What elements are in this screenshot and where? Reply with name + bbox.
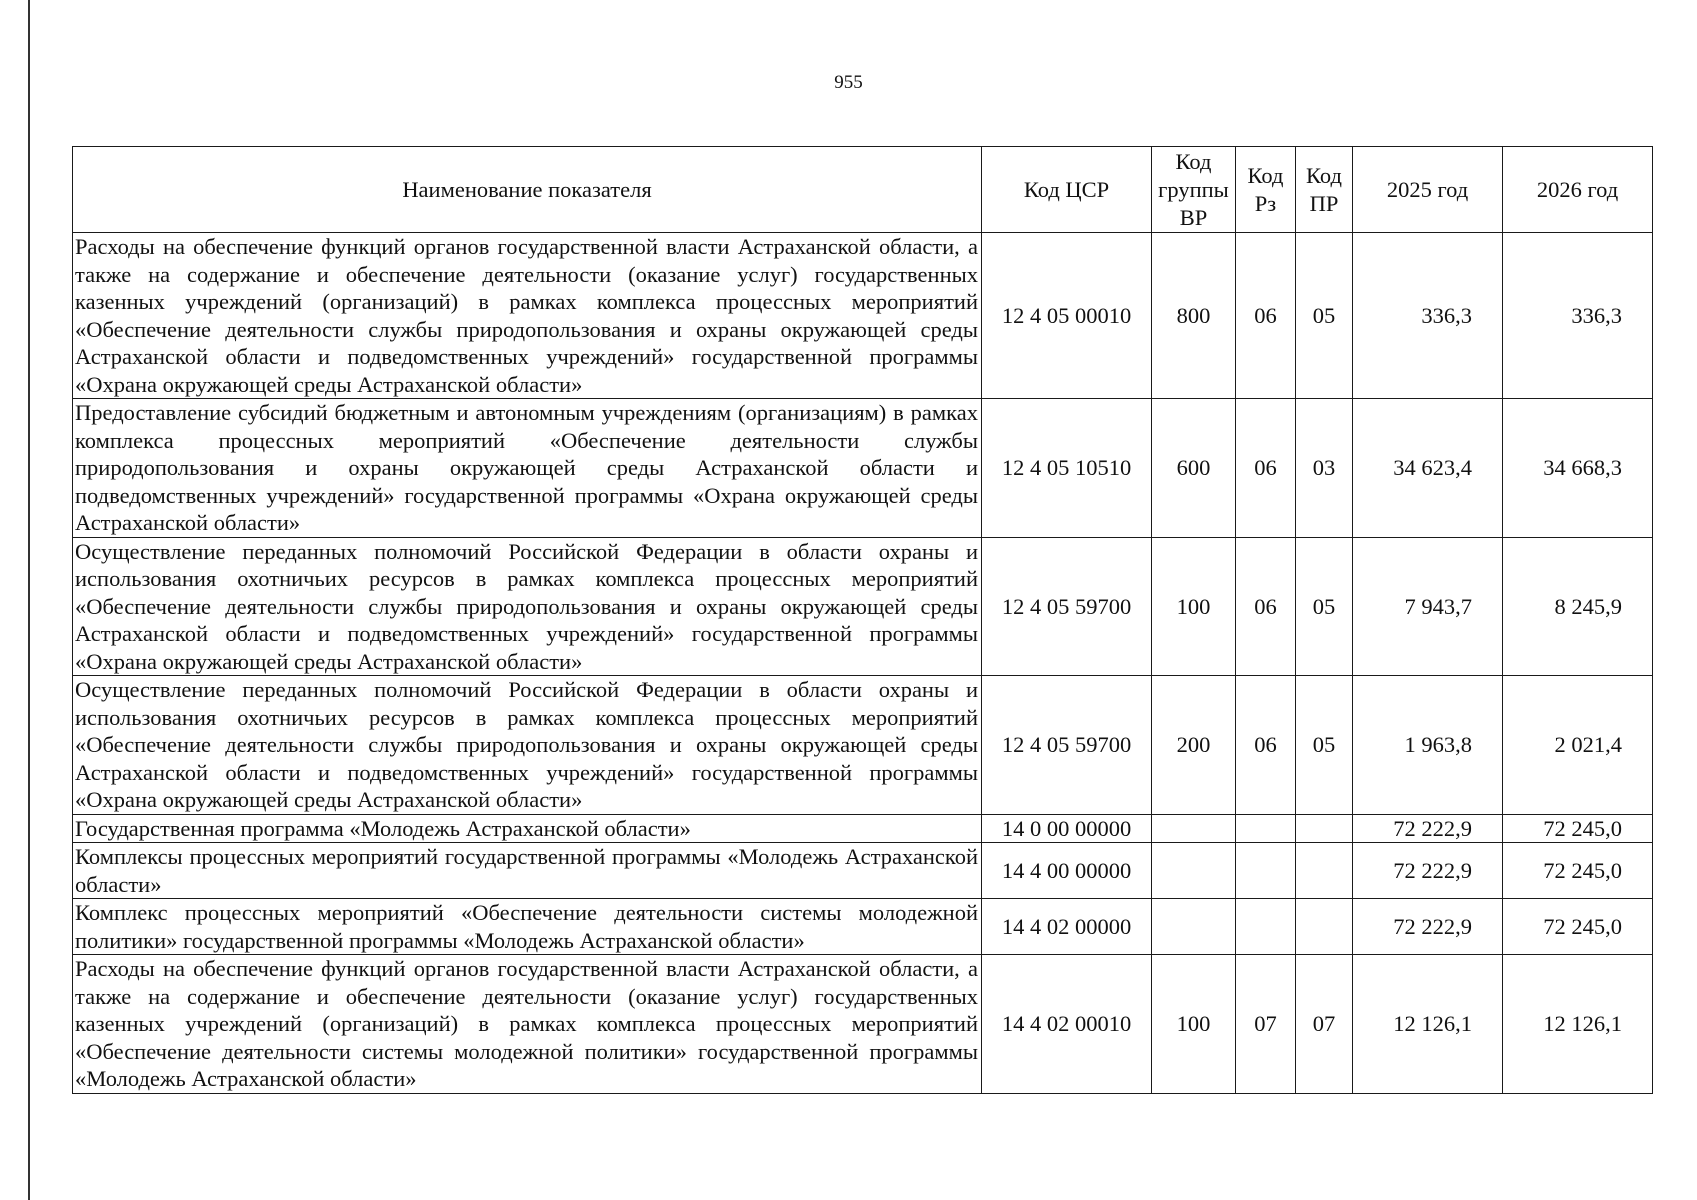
vr-code-cell: 100 — [1152, 537, 1236, 676]
amount-2026-cell: 34 668,3 — [1503, 399, 1653, 538]
amount-2025-cell: 72 222,9 — [1353, 843, 1503, 899]
table-row — [73, 843, 1653, 899]
vr-code-cell — [1152, 814, 1236, 843]
table-body — [73, 233, 1653, 1094]
csr-code-cell: 14 4 02 00000 — [982, 899, 1152, 955]
header-year-2025: 2025 год — [1353, 147, 1503, 233]
row-name-cell: Государственная программа «Молодежь Астраханской области» — [73, 814, 982, 843]
amount-2025-cell: 12 126,1 — [1353, 955, 1503, 1094]
csr-code-cell: 12 4 05 59700 — [982, 537, 1152, 676]
amount-2025-cell: 1 963,8 — [1353, 676, 1503, 815]
row-name-cell: Осуществление переданных полномочий Российской Федерации в области охраны и использования охотничьих ресурсов в рамках комплекса процессных мероприятий «Обеспечение деятельности службы природопользования и охраны окружающей среды Астраханской области и подведомственных учреждений» государственной программы «Охрана окружающей среды Астраханской области» — [73, 537, 982, 676]
page-number: 955 — [834, 72, 863, 93]
amount-2025-cell: 7 943,7 — [1353, 537, 1503, 676]
header-vr-group-code: Код группы ВР — [1152, 147, 1236, 233]
amount-2026-cell: 72 245,0 — [1503, 843, 1653, 899]
vr-code-cell — [1152, 899, 1236, 955]
pr-code-cell: 05 — [1296, 233, 1353, 399]
header-name: Наименование показателя — [73, 147, 982, 233]
rz-code-cell: 06 — [1236, 399, 1296, 538]
vr-code-cell: 800 — [1152, 233, 1236, 399]
pr-code-cell: 03 — [1296, 399, 1353, 538]
table-row — [73, 399, 1653, 538]
csr-code-cell: 14 0 00 00000 — [982, 814, 1152, 843]
pr-code-cell — [1296, 899, 1353, 955]
header-year-2026: 2026 год — [1503, 147, 1653, 233]
vr-code-cell: 200 — [1152, 676, 1236, 815]
rz-code-cell — [1236, 843, 1296, 899]
amount-2025-cell: 72 222,9 — [1353, 814, 1503, 843]
csr-code-cell: 14 4 00 00000 — [982, 843, 1152, 899]
table-row — [73, 814, 1653, 843]
table-row — [73, 955, 1653, 1094]
header-pr-code: Код ПР — [1296, 147, 1353, 233]
row-name-cell: Предоставление субсидий бюджетным и автономным учреждениям (организациям) в рамках комплекса процессных мероприятий «Обеспечение деятельности службы природопользования и охраны окружающей среды Астраханской области и подведомственных учреждений» государственной программы «Охрана окружающей среды Астраханской области» — [73, 399, 982, 538]
amount-2025-cell: 34 623,4 — [1353, 399, 1503, 538]
pr-code-cell: 05 — [1296, 676, 1353, 815]
binding-margin-line — [28, 0, 30, 1200]
csr-code-cell: 14 4 02 00010 — [982, 955, 1152, 1094]
table-header-row — [73, 147, 1653, 233]
csr-code-cell: 12 4 05 00010 — [982, 233, 1152, 399]
amount-2025-cell: 336,3 — [1353, 233, 1503, 399]
rz-code-cell: 06 — [1236, 537, 1296, 676]
header-rz-code: Код Рз — [1236, 147, 1296, 233]
row-name-cell: Комплекс процессных мероприятий «Обеспечение деятельности системы молодежной политики» государственной программы «Молодежь Астраханской области» — [73, 899, 982, 955]
amount-2026-cell: 336,3 — [1503, 233, 1653, 399]
amount-2026-cell: 72 245,0 — [1503, 899, 1653, 955]
table-row — [73, 676, 1653, 815]
table-row — [73, 537, 1653, 676]
rz-code-cell: 07 — [1236, 955, 1296, 1094]
row-name-cell: Расходы на обеспечение функций органов государственной власти Астраханской области, а также на содержание и обеспечение деятельности (оказание услуг) государственных казенных учреждений (организаций) в рамках комплекса процессных мероприятий «Обеспечение деятельности системы молодежной политики» государственной программы «Молодежь Астраханской области» — [73, 955, 982, 1094]
pr-code-cell — [1296, 843, 1353, 899]
amount-2025-cell: 72 222,9 — [1353, 899, 1503, 955]
vr-code-cell — [1152, 843, 1236, 899]
rz-code-cell: 06 — [1236, 676, 1296, 815]
vr-code-cell: 100 — [1152, 955, 1236, 1094]
header-csr-code: Код ЦСР — [982, 147, 1152, 233]
amount-2026-cell: 2 021,4 — [1503, 676, 1653, 815]
amount-2026-cell: 8 245,9 — [1503, 537, 1653, 676]
row-name-cell: Осуществление переданных полномочий Российской Федерации в области охраны и использования охотничьих ресурсов в рамках комплекса процессных мероприятий «Обеспечение деятельности службы природопользования и охраны окружающей среды Астраханской области и подведомственных учреждений» государственной программы «Охрана окружающей среды Астраханской области» — [73, 676, 982, 815]
rz-code-cell — [1236, 899, 1296, 955]
row-name-cell: Расходы на обеспечение функций органов государственной власти Астраханской области, а также на содержание и обеспечение деятельности (оказание услуг) государственных казенных учреждений (организаций) в рамках комплекса процессных мероприятий «Обеспечение деятельности службы природопользования и охраны окружающей среды Астраханской области и подведомственных учреждений» государственной программы «Охрана окружающей среды Астраханской области» — [73, 233, 982, 399]
rz-code-cell: 06 — [1236, 233, 1296, 399]
amount-2026-cell: 12 126,1 — [1503, 955, 1653, 1094]
row-name-cell: Комплексы процессных мероприятий государственной программы «Молодежь Астраханской области» — [73, 843, 982, 899]
budget-expenditure-table — [72, 146, 1653, 1094]
rz-code-cell — [1236, 814, 1296, 843]
pr-code-cell: 07 — [1296, 955, 1353, 1094]
amount-2026-cell: 72 245,0 — [1503, 814, 1653, 843]
vr-code-cell: 600 — [1152, 399, 1236, 538]
pr-code-cell — [1296, 814, 1353, 843]
table-row — [73, 233, 1653, 399]
pr-code-cell: 05 — [1296, 537, 1353, 676]
csr-code-cell: 12 4 05 59700 — [982, 676, 1152, 815]
csr-code-cell: 12 4 05 10510 — [982, 399, 1152, 538]
table-row — [73, 899, 1653, 955]
